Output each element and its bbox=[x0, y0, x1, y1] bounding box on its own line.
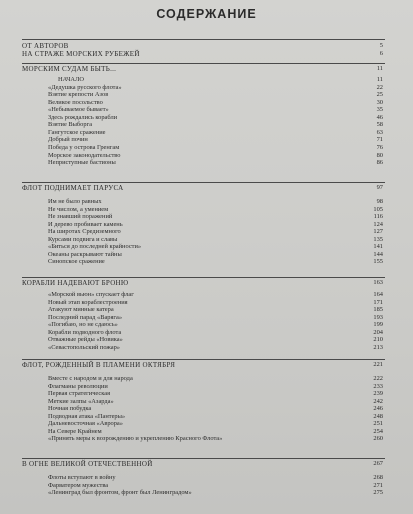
toc-front-entry-page-number: 5 bbox=[379, 42, 383, 49]
toc-entry-page-number: 271 bbox=[373, 481, 383, 489]
toc-entry-title: Великое посольство bbox=[48, 98, 103, 106]
toc-entry bbox=[0, 435, 413, 443]
toc-entry-page-number: 58 bbox=[376, 121, 383, 129]
toc-entry-page-number: 164 bbox=[373, 291, 383, 298]
toc-entry-page-number: 22 bbox=[376, 83, 383, 91]
toc-entry-title: «Дедушка русского флота» bbox=[48, 83, 122, 91]
toc-entry-page-number: 86 bbox=[376, 159, 383, 167]
toc-entry-title: Атакуют минные катера bbox=[48, 306, 114, 314]
toc-entry-title: Морское законодательство bbox=[48, 151, 121, 159]
toc-section-heading bbox=[0, 361, 413, 369]
toc-entry-page-number: 210 bbox=[373, 336, 383, 344]
toc-entry-title: Взятие Выборга bbox=[48, 121, 93, 129]
toc-entry-title: «Морской вьюн» спускает флаг bbox=[48, 291, 134, 298]
toc-section-heading-title: ФЛОТ, РОЖДЕННЫЙ В ПЛАМЕНИ ОКТЯБРЯ bbox=[22, 361, 176, 369]
toc-section-heading bbox=[0, 184, 413, 192]
divider bbox=[22, 39, 385, 40]
toc-entry-title: Здесь рождались корабли bbox=[48, 113, 118, 121]
toc-entry-page-number: 185 bbox=[373, 306, 383, 314]
toc-entry-title: Подводная атака «Пантеры» bbox=[48, 412, 126, 420]
toc-section-heading-page-number: 267 bbox=[373, 460, 383, 467]
toc-entry-page-number: 193 bbox=[373, 313, 383, 321]
toc-entry-title: Синопское сражение bbox=[48, 258, 105, 266]
toc-entry-title: «Биться до последней крайности» bbox=[48, 243, 142, 251]
toc-entry-title: «Погибаю, но не сдаюсь» bbox=[48, 321, 118, 329]
toc-entry-title: Им не было равных bbox=[48, 198, 102, 205]
toc-entry-title: «Ленинград был фронтом, фронт был Ленинградом» bbox=[48, 489, 192, 497]
toc-entry-page-number: 251 bbox=[373, 420, 383, 428]
toc-entry-page-number: 135 bbox=[373, 235, 383, 243]
toc-entry-title: Корабли подводного флота bbox=[48, 328, 122, 336]
toc-entry-title: Добрый почин bbox=[48, 136, 88, 144]
toc-entry-page-number: 105 bbox=[373, 205, 383, 213]
toc-entry-title: Отважные рейды «Новика» bbox=[48, 336, 123, 344]
toc-entry-page-number: 204 bbox=[373, 328, 383, 336]
toc-entry-title: «Севастопольский пожар» bbox=[48, 343, 120, 351]
toc-entry-page-number: 246 bbox=[373, 405, 383, 413]
toc-entry-title: На Севере Крайнем bbox=[48, 427, 102, 435]
toc-entry-title: Фарватером мужества bbox=[48, 481, 109, 489]
toc-front-entry bbox=[0, 50, 413, 58]
toc-entry-page-number: 46 bbox=[376, 113, 383, 121]
toc-entry-title: Ночная побудка bbox=[48, 405, 92, 413]
toc-entry-page-number: 116 bbox=[373, 213, 383, 221]
toc-entry-page-number: 239 bbox=[373, 390, 383, 398]
toc-entry-page-number: 199 bbox=[373, 321, 383, 329]
toc-front-entry-title: ОТ АВТОРОВ bbox=[22, 42, 69, 50]
toc-entry-page-number: 155 bbox=[373, 258, 383, 266]
toc-entry-title: Неприступные бастионы bbox=[48, 159, 116, 167]
toc-entry bbox=[0, 258, 413, 266]
toc-entry-title: Гангутское сражение bbox=[48, 128, 106, 136]
toc-section-heading-page-number: 11 bbox=[376, 65, 383, 72]
toc-entry-page-number: 254 bbox=[373, 427, 383, 435]
toc-entry-title: Взятие крепости Азов bbox=[48, 91, 109, 99]
toc-entry-page-number: 35 bbox=[376, 106, 383, 114]
toc-entry-page-number: 124 bbox=[373, 220, 383, 228]
toc-entry-page-number: 63 bbox=[376, 128, 383, 136]
toc-front-entry-page-number: 6 bbox=[379, 49, 383, 57]
toc-section-heading bbox=[0, 279, 413, 287]
toc-entry-title: Флагманы революции bbox=[48, 382, 108, 390]
toc-entry-page-number: 213 bbox=[373, 343, 383, 351]
toc-entry-title: Первая стратегическая bbox=[48, 390, 111, 398]
toc-entry-page-number: 30 bbox=[376, 98, 383, 106]
toc-section-heading bbox=[0, 460, 413, 468]
divider bbox=[22, 63, 385, 64]
toc-entry-page-number: 171 bbox=[373, 298, 383, 306]
divider bbox=[22, 458, 385, 459]
toc-entry-title: Не знавший поражений bbox=[48, 213, 113, 221]
toc-entry-title: Дальневосточная «Аврора» bbox=[48, 420, 123, 428]
toc-section-heading-title: В ОГНЕ ВЕЛИКОЙ ОТЕЧЕСТВЕННОЙ bbox=[22, 460, 153, 468]
toc-section-heading-page-number: 221 bbox=[373, 361, 383, 368]
toc-entry-title: Последний парад «Варяга» bbox=[48, 313, 123, 321]
toc-entry-page-number: 80 bbox=[376, 151, 383, 159]
toc-entry-title: Флоты вступают в войну bbox=[48, 474, 116, 481]
toc-entry-title: Не числом, а умением bbox=[48, 205, 109, 213]
toc-entry-page-number: 222 bbox=[373, 375, 383, 382]
toc-entry-title: На широтах Средиземного bbox=[48, 228, 121, 236]
toc-section-heading-title: КОРАБЛИ НАДЕВАЮТ БРОНЮ bbox=[22, 279, 129, 287]
toc-section-heading-title: МОРСКИМ СУДАМ БЫТЬ... bbox=[22, 65, 117, 73]
toc-entry-page-number: 127 bbox=[373, 228, 383, 236]
page-title: СОДЕРЖАНИЕ bbox=[156, 7, 257, 21]
divider bbox=[22, 277, 385, 278]
toc-entry bbox=[0, 344, 413, 352]
toc-entry-page-number: 71 bbox=[376, 136, 383, 144]
toc-entry-title: Вместе с народом и для народа bbox=[48, 375, 133, 382]
divider bbox=[22, 182, 385, 183]
toc-entry-page-number: 260 bbox=[373, 435, 383, 443]
toc-entry-title: НАЧАЛО bbox=[58, 76, 84, 83]
toc-entry-title: Курсами подвига и славы bbox=[48, 235, 118, 243]
toc-entry-page-number: 141 bbox=[373, 243, 383, 251]
toc-entry-title: «Принять меры к возрождению и укреплению Красного Флота» bbox=[48, 435, 223, 443]
toc-entry-page-number: 242 bbox=[373, 397, 383, 405]
toc-entry bbox=[0, 489, 413, 497]
toc-entry bbox=[0, 159, 413, 167]
toc-section-heading-page-number: 97 bbox=[376, 184, 383, 191]
toc-section-heading-page-number: 163 bbox=[373, 279, 383, 286]
toc-entry-page-number: 233 bbox=[373, 382, 383, 390]
toc-entry-title: «Небываемое бывает» bbox=[48, 106, 109, 114]
toc-entry-page-number: 98 bbox=[376, 198, 383, 205]
toc-entry-page-number: 248 bbox=[373, 412, 383, 420]
toc-entry-page-number: 11 bbox=[376, 76, 383, 83]
toc-entry-title: Новый этап кораблестроения bbox=[48, 298, 128, 306]
toc-entry-page-number: 144 bbox=[373, 250, 383, 258]
toc-entry-title: Меткие залпы «Азарда» bbox=[48, 397, 114, 405]
toc-entry-page-number: 76 bbox=[376, 143, 383, 151]
toc-entry-page-number: 25 bbox=[376, 91, 383, 99]
toc-front-entry-title: НА СТРАЖЕ МОРСКИХ РУБЕЖЕЙ bbox=[22, 49, 140, 58]
toc-section-heading bbox=[0, 65, 413, 73]
toc-entry-page-number: 275 bbox=[373, 489, 383, 497]
toc-entry-title: Океаны раскрывают тайны bbox=[48, 250, 122, 258]
divider bbox=[22, 359, 385, 360]
toc-entry-title: И дерево пробивает камень bbox=[48, 220, 123, 228]
toc-section-heading-title: ФЛОТ ПОДНИМАЕТ ПАРУСА bbox=[22, 184, 124, 192]
toc-entry-title: Победа у острова Гренгам bbox=[48, 143, 120, 151]
toc-entry-page-number: 268 bbox=[373, 474, 383, 481]
